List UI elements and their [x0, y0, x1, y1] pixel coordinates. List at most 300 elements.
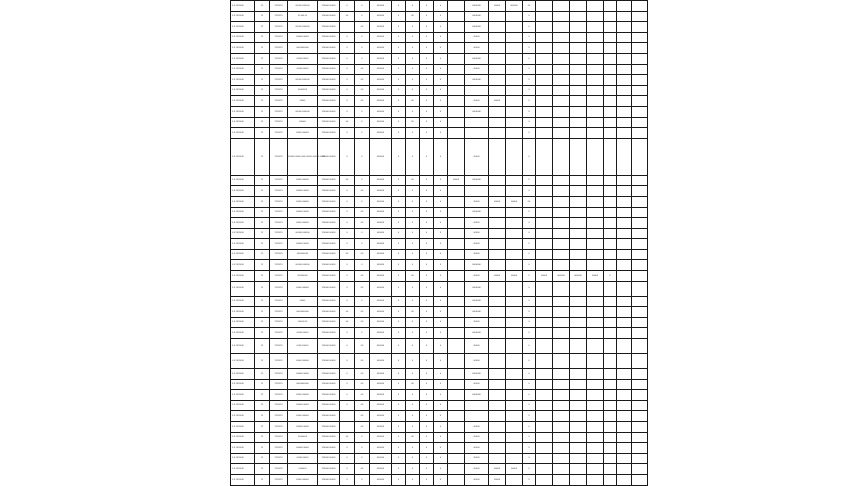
table-cell: 000000: [370, 369, 392, 380]
table-cell: [604, 474, 617, 485]
table-cell: 0: [434, 464, 448, 475]
table-cell: 0.5 2020/06: [231, 239, 255, 250]
table-cell: [489, 117, 506, 128]
table-cell: 12: [255, 474, 270, 485]
table-cell: [553, 369, 570, 380]
table-cell: 12/2019: [270, 453, 288, 464]
table-cell: [536, 281, 553, 296]
table-cell: 0.5 2020/06: [231, 106, 255, 117]
table-cell: 000000: [370, 354, 392, 369]
table-cell: 12: [255, 307, 270, 318]
table-cell: 0.5 2020/06: [231, 260, 255, 271]
table-row: [231, 128, 648, 139]
table-cell: 0: [523, 207, 536, 218]
table-row: [231, 218, 648, 229]
table-cell: [506, 354, 523, 369]
table-cell: [632, 328, 648, 339]
table-cell: 0: [406, 400, 420, 411]
table-cell: [617, 317, 632, 328]
table-cell: [604, 432, 617, 443]
table-cell: [489, 138, 506, 175]
table-cell: [570, 75, 587, 86]
table-cell: [536, 464, 553, 475]
table-cell: [617, 186, 632, 197]
table-cell: 00: [523, 196, 536, 207]
table-cell: [604, 228, 617, 239]
table-cell: [604, 138, 617, 175]
table-cell: [448, 239, 465, 250]
table-cell: 0: [340, 239, 355, 250]
table-row: [231, 249, 648, 260]
table-cell: 0: [340, 186, 355, 197]
table-cell: 0: [523, 106, 536, 117]
table-cell: 0: [420, 239, 434, 250]
table-cell: [553, 260, 570, 271]
table-cell: 00000000: [288, 432, 318, 443]
table-cell: 0: [523, 354, 536, 369]
table-cell: 00: [340, 175, 355, 186]
table-cell: [448, 411, 465, 422]
table-cell: 00000: [465, 464, 489, 475]
table-cell: 00: [406, 271, 420, 282]
table-cell: 0.5 2020/06: [231, 249, 255, 260]
table-row: [231, 474, 648, 485]
table-cell: 00: [406, 379, 420, 390]
table-cell: 12: [255, 1, 270, 12]
table-cell: 0.5 2020/06: [231, 186, 255, 197]
table-cell: 0: [420, 271, 434, 282]
table-cell: 0: [406, 281, 420, 296]
table-cell: 00: [355, 207, 370, 218]
table-cell: [587, 474, 604, 485]
table-cell: [506, 474, 523, 485]
table-cell: [536, 249, 553, 260]
table-cell: 0: [392, 354, 406, 369]
table-cell: [587, 354, 604, 369]
table-cell: [604, 117, 617, 128]
table-cell: [617, 474, 632, 485]
table-cell: 000000: [370, 400, 392, 411]
table-cell: [604, 196, 617, 207]
table-cell: 000000: [370, 260, 392, 271]
table-cell: 0: [406, 453, 420, 464]
table-cell: 0: [340, 271, 355, 282]
table-cell: 0: [340, 443, 355, 454]
table-cell: 0: [434, 400, 448, 411]
table-cell: [536, 443, 553, 454]
table-cell: 00000 000000: [288, 175, 318, 186]
table-cell: 12: [255, 138, 270, 175]
table-cell: [617, 53, 632, 64]
table-cell: 12: [255, 175, 270, 186]
table-cell: [448, 453, 465, 464]
table-cell: 0000000: [465, 369, 489, 380]
table-cell: [632, 239, 648, 250]
table-cell: [448, 379, 465, 390]
table-cell: 0: [434, 239, 448, 250]
table-cell: [587, 369, 604, 380]
table-cell: 0000000: [465, 11, 489, 22]
table-row: [231, 43, 648, 54]
table-cell: 12/2019: [270, 379, 288, 390]
table-cell: 0: [340, 85, 355, 96]
table-cell: 0000000: [465, 328, 489, 339]
table-cell: 0: [420, 422, 434, 433]
table-cell: 000000 000000: [288, 228, 318, 239]
table-cell: [489, 400, 506, 411]
table-cell: [632, 22, 648, 33]
table-cell: [553, 390, 570, 401]
table-cell: [617, 328, 632, 339]
table-cell: [632, 43, 648, 54]
table-cell: [448, 432, 465, 443]
table-cell: [587, 339, 604, 354]
table-cell: [536, 379, 553, 390]
table-cell: 0: [340, 369, 355, 380]
table-cell: 12/2019: [270, 32, 288, 43]
table-row: [231, 271, 648, 282]
table-cell: [553, 239, 570, 250]
table-cell: 0: [434, 307, 448, 318]
table-cell: [617, 411, 632, 422]
table-cell: 0: [420, 317, 434, 328]
table-cell: 00000: [465, 271, 489, 282]
table-cell: 0: [355, 443, 370, 454]
table-cell: [553, 317, 570, 328]
table-cell: 000000: [370, 22, 392, 33]
table-cell: [632, 32, 648, 43]
table-row: [231, 464, 648, 475]
table-cell: 000000 00000: [288, 239, 318, 250]
table-cell: [604, 328, 617, 339]
table-cell: 0: [434, 249, 448, 260]
table-cell: 12: [255, 281, 270, 296]
table-cell: 12: [255, 369, 270, 380]
table-cell: 120000 00000: [318, 453, 340, 464]
table-cell: [632, 196, 648, 207]
table-cell: [617, 422, 632, 433]
table-cell: 0: [392, 75, 406, 86]
table-cell: [617, 117, 632, 128]
table-cell: 12/2019: [270, 339, 288, 354]
table-cell: 12/2019: [270, 474, 288, 485]
table-cell: [632, 106, 648, 117]
table-cell: 0: [340, 43, 355, 54]
table-cell: [489, 106, 506, 117]
table-cell: 120000 00000: [318, 218, 340, 229]
table-cell: [617, 32, 632, 43]
table-cell: [506, 400, 523, 411]
table-cell: 0: [434, 281, 448, 296]
table-cell: 0: [434, 85, 448, 96]
table-cell: 0: [340, 106, 355, 117]
table-cell: 0: [523, 43, 536, 54]
table-cell: 00000 000000: [288, 196, 318, 207]
table-cell: [448, 64, 465, 75]
table-cell: 0: [420, 207, 434, 218]
table-cell: 120000 00000: [318, 464, 340, 475]
table-cell: [448, 474, 465, 485]
table-cell: 0: [355, 328, 370, 339]
table-cell: 00000: [489, 464, 506, 475]
table-cell: 12/2019: [270, 11, 288, 22]
table-cell: 0: [406, 296, 420, 307]
table-cell: 12: [255, 207, 270, 218]
table-cell: 0.5 2020/06: [231, 53, 255, 64]
table-cell: 12: [255, 390, 270, 401]
table-cell: 00000: [465, 96, 489, 107]
table-cell: 12: [255, 422, 270, 433]
table-cell: 00000: [489, 96, 506, 107]
table-cell: 000000: [370, 228, 392, 239]
table-cell: 00000: [489, 1, 506, 12]
table-cell: 12/2019: [270, 175, 288, 186]
table-row: [231, 85, 648, 96]
table-cell: [617, 239, 632, 250]
table-cell: 120000 00000: [318, 207, 340, 218]
table-cell: [617, 196, 632, 207]
table-cell: 0: [406, 443, 420, 454]
table-cell: 0: [434, 117, 448, 128]
table-cell: 120000 00000: [318, 106, 340, 117]
table-cell: 12: [255, 339, 270, 354]
table-cell: 0: [406, 239, 420, 250]
table-cell: 00: [355, 85, 370, 96]
table-cell: 0000000: [465, 53, 489, 64]
table-cell: 12/2019: [270, 53, 288, 64]
table-cell: [570, 228, 587, 239]
table-cell: [489, 328, 506, 339]
table-cell: 0: [420, 400, 434, 411]
table-cell: 0.5 2020/06: [231, 339, 255, 354]
table-cell: 0: [355, 296, 370, 307]
table-cell: [604, 379, 617, 390]
table-cell: 00: [355, 379, 370, 390]
table-cell: 12: [255, 75, 270, 86]
table-cell: [553, 75, 570, 86]
table-cell: 0: [420, 249, 434, 260]
table-cell: [553, 339, 570, 354]
table-cell: [570, 317, 587, 328]
table-cell: 0.5 2020/06: [231, 196, 255, 207]
table-cell: 0: [523, 175, 536, 186]
table-cell: [632, 474, 648, 485]
table-cell: 00000: [465, 196, 489, 207]
table-cell: [632, 11, 648, 22]
table-cell: 00: [355, 96, 370, 107]
table-cell: 12/2019: [270, 96, 288, 107]
table-row: [231, 339, 648, 354]
table-cell: 0: [434, 175, 448, 186]
table-cell: [489, 369, 506, 380]
table-cell: 000000: [370, 432, 392, 443]
table-cell: 0: [523, 117, 536, 128]
table-cell: [506, 186, 523, 197]
table-cell: [489, 75, 506, 86]
table-cell: [340, 411, 355, 422]
table-cell: [553, 411, 570, 422]
table-cell: [570, 400, 587, 411]
table-cell: 12: [255, 11, 270, 22]
table-cell: [489, 281, 506, 296]
table-cell: 0.5 2020/06: [231, 96, 255, 107]
table-cell: 0.5 2020/06: [231, 443, 255, 454]
table-cell: 00000000000: [288, 379, 318, 390]
table-cell: 120000 00000: [318, 307, 340, 318]
table-row: [231, 369, 648, 380]
table-cell: 00: [355, 186, 370, 197]
table-cell: 12: [255, 249, 270, 260]
table-cell: [448, 260, 465, 271]
table-cell: 00000000000: [288, 43, 318, 54]
table-cell: 0.5 2020/06: [231, 22, 255, 33]
table-cell: 0: [406, 411, 420, 422]
table-cell: 0: [420, 128, 434, 139]
table-cell: 0000000: [465, 106, 489, 117]
table-cell: 0000000: [288, 464, 318, 475]
table-cell: 00000 000000: [288, 390, 318, 401]
table-cell: 120000 00000: [318, 296, 340, 307]
table-row: [231, 443, 648, 454]
table-cell: 0: [420, 307, 434, 318]
table-cell: [465, 117, 489, 128]
table-cell: [604, 11, 617, 22]
table-cell: [506, 339, 523, 354]
table-row: [231, 75, 648, 86]
table-row: [231, 207, 648, 218]
table-cell: [506, 281, 523, 296]
table-cell: 0: [434, 53, 448, 64]
table-cell: 0: [406, 207, 420, 218]
table-cell: [465, 400, 489, 411]
table-cell: 0: [392, 411, 406, 422]
table-cell: [632, 390, 648, 401]
table-cell: [448, 443, 465, 454]
table-cell: 0: [420, 32, 434, 43]
table-cell: 0: [406, 22, 420, 33]
table-cell: 00000: [465, 138, 489, 175]
table-row: [231, 317, 648, 328]
table-cell: 0: [406, 464, 420, 475]
table-cell: 0: [392, 218, 406, 229]
table-cell: [465, 128, 489, 139]
table-cell: [570, 443, 587, 454]
table-cell: [448, 328, 465, 339]
table-cell: 12: [255, 117, 270, 128]
table-cell: 0.5 2020/06: [231, 32, 255, 43]
table-cell: 0: [434, 43, 448, 54]
table-cell: 0000000: [465, 296, 489, 307]
table-cell: 000000: [370, 281, 392, 296]
table-cell: 0: [392, 207, 406, 218]
table-cell: 0: [434, 443, 448, 454]
table-cell: 0: [420, 106, 434, 117]
table-cell: 00000: [465, 432, 489, 443]
table-cell: 00: [523, 1, 536, 12]
table-cell: 00000: [465, 239, 489, 250]
table-cell: 0.5 2020/06: [231, 354, 255, 369]
table-cell: 0: [340, 400, 355, 411]
table-cell: [553, 175, 570, 186]
table-cell: 12/2019: [270, 196, 288, 207]
table-cell: [448, 218, 465, 229]
table-row: [231, 175, 648, 186]
table-cell: 0.5 2020/06: [231, 64, 255, 75]
table-cell: 0: [420, 281, 434, 296]
table-cell: 000000 00000: [288, 207, 318, 218]
table-cell: 12/2019: [270, 260, 288, 271]
table-cell: 00000: [489, 196, 506, 207]
table-cell: 0.5 2020/06: [231, 453, 255, 464]
table-cell: 0: [340, 218, 355, 229]
table-cell: [553, 474, 570, 485]
table-cell: [587, 453, 604, 464]
table-row: [231, 11, 648, 22]
table-cell: 12/2019: [270, 328, 288, 339]
table-cell: [604, 22, 617, 33]
table-cell: 0: [523, 281, 536, 296]
table-cell: 0.5 2020/06: [231, 1, 255, 12]
table-cell: 0: [392, 43, 406, 54]
table-cell: [553, 196, 570, 207]
table-cell: 0: [523, 474, 536, 485]
table-cell: [536, 411, 553, 422]
table-cell: [506, 379, 523, 390]
table-cell: 12/2019: [270, 228, 288, 239]
table-cell: [536, 317, 553, 328]
table-cell: 00000: [465, 422, 489, 433]
table-cell: 0: [420, 175, 434, 186]
table-cell: 000000: [370, 64, 392, 75]
table-cell: [553, 379, 570, 390]
table-cell: [506, 390, 523, 401]
table-cell: [587, 443, 604, 454]
table-cell: 0: [420, 228, 434, 239]
table-cell: 000000: [370, 218, 392, 229]
table-cell: [536, 218, 553, 229]
table-row: [231, 96, 648, 107]
table-cell: [506, 249, 523, 260]
table-cell: 0: [392, 271, 406, 282]
table-cell: [553, 453, 570, 464]
table-cell: [553, 443, 570, 454]
table-cell: 0: [406, 474, 420, 485]
table-cell: 00: [406, 432, 420, 443]
table-cell: 0000 000000: [288, 339, 318, 354]
table-cell: [617, 128, 632, 139]
table-cell: 00000: [465, 228, 489, 239]
table-cell: [604, 106, 617, 117]
table-cell: 0: [420, 138, 434, 175]
table-cell: [587, 85, 604, 96]
table-cell: 0: [392, 239, 406, 250]
table-cell: 0: [420, 75, 434, 86]
table-cell: [553, 281, 570, 296]
table-cell: [632, 218, 648, 229]
table-cell: [570, 1, 587, 12]
table-cell: [570, 186, 587, 197]
table-cell: 0: [434, 296, 448, 307]
table-cell: 120000 00000: [318, 75, 340, 86]
table-cell: 0: [420, 96, 434, 107]
table-cell: 00000: [448, 175, 465, 186]
table-cell: 000000: [370, 307, 392, 318]
table-cell: 12: [255, 239, 270, 250]
table-cell: [536, 422, 553, 433]
table-cell: [587, 228, 604, 239]
table-cell: 0: [523, 296, 536, 307]
table-row: [231, 260, 648, 271]
